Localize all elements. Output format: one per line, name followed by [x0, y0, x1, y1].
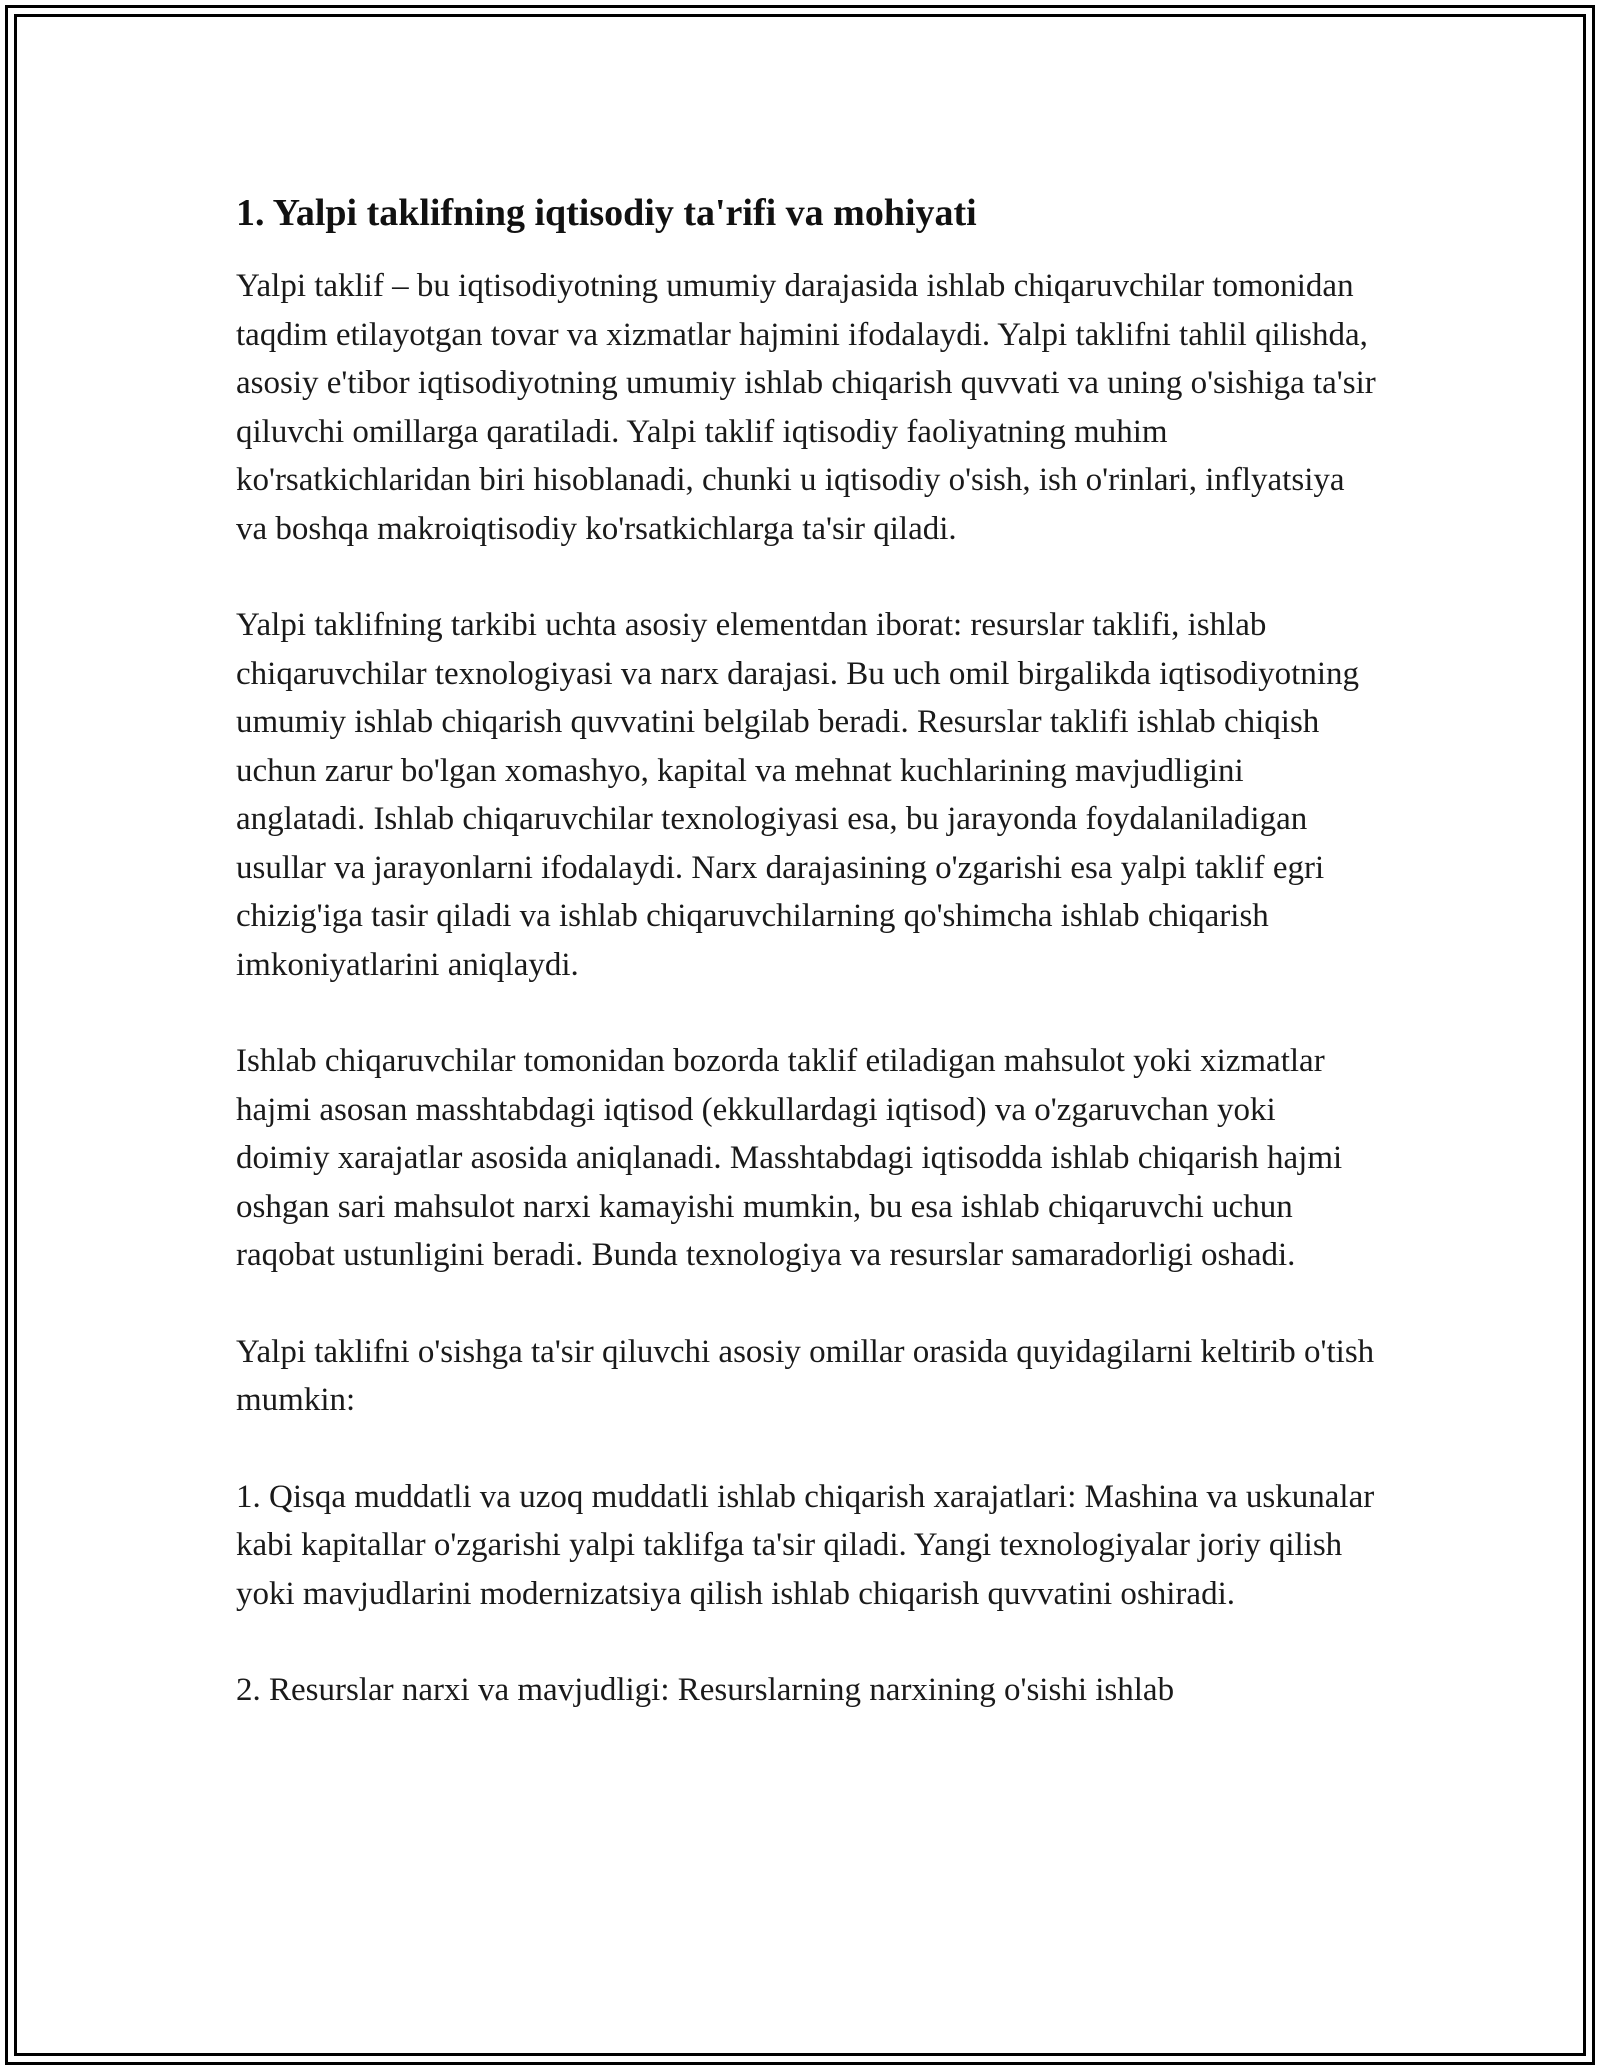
paragraph-definition: Yalpi taklif – bu iqtisodiyotning umumiy darajasida ishlab chiqaruvchilar tomonidan taqdim etilayotgan tovar va xizmatlar hajmini ifodalaydi. Yalpi taklifni tahlil qilishda, asosiy e'tibor iqtisodiyotning umumiy ishlab chiqarish quvvati va uning o'sishiga ta'sir qiluvchi omillarga qaratiladi. Yalpi taklif iqtisodiy faoliyatning muhim ko'rsatkichlaridan biri hisoblanadi, chunki u iqtisodiy o'sish, ish o'rinlari, inflyatsiya va boshqa makroiqtisodiy ko'rsatkichlarga ta'sir qiladi. — [236, 268, 1376, 547]
document-body — [236, 188, 1376, 1763]
section-title: 1. Yalpi taklifning iqtisodiy ta'rifi va mohiyati — [236, 192, 977, 234]
paragraph-composition: Yalpi taklifning tarkibi uchta asosiy elementdan iborat: resurslar taklifi, ishlab chiqaruvchilar texnologiyasi va narx darajasi. Bu uch omil birgalikda iqtisodiyotning umumiy ishlab chiqarish quvvatini belgilab beradi. Resurslar taklifi ishlab chiqish uchun zarur bo'lgan xomashyo, kapital va mehnat kuchlarining mavjudligini anglatadi. Ishlab chiqaruvchilar texnologiyasi esa, bu jarayonda foydalaniladigan usullar va jarayonlarni ifodalaydi. Narx darajasining o'zgarishi esa yalpi taklif egri chizig'iga tasir qiladi va ishlab chiqaruvchilarning qo'shimcha ishlab chiqarish imkoniyatlarini aniqlaydi. — [236, 607, 1359, 983]
paragraph-producers: Ishlab chiqaruvchilar tomonidan bozorda taklif etiladigan mahsulot yoki xizmatlar hajmi asosan masshtabdagi iqtisod (ekkullardagi iqtisod) va o'zgaruvchan yoki doimiy xarajatlar asosida aniqlanadi. Masshtabdagi iqtisodda ishlab chiqarish hajmi oshgan sari mahsulot narxi kamayishi mumkin, bu esa ishlab chiqaruvchi uchun raqobat ustunligini beradi. Bunda texnologiya va resurslar samaradorligi oshadi. — [236, 1043, 1343, 1273]
paragraph-factors-intro: Yalpi taklifni o'sishga ta'sir qiluvchi asosiy omillar orasida quyidagilarni keltirib o'tish mumkin: — [236, 1333, 1375, 1418]
list-item-resources: 2. Resurslar narxi va mavjudligi: Resurslarning narxining o'sishi ishlab — [236, 1672, 1175, 1708]
list-item-costs: 1. Qisqa muddatli va uzoq muddatli ishlab chiqarish xarajatlari: Mashina va uskunalar kabi kapitallar o'zgarishi yalpi taklifga ta'sir qiladi. Yangi texnologiyalar joriy qilish yoki mavjudlarini modernizatsiya qilish ishlab chiqarish quvvatini oshiradi. — [236, 1478, 1375, 1612]
